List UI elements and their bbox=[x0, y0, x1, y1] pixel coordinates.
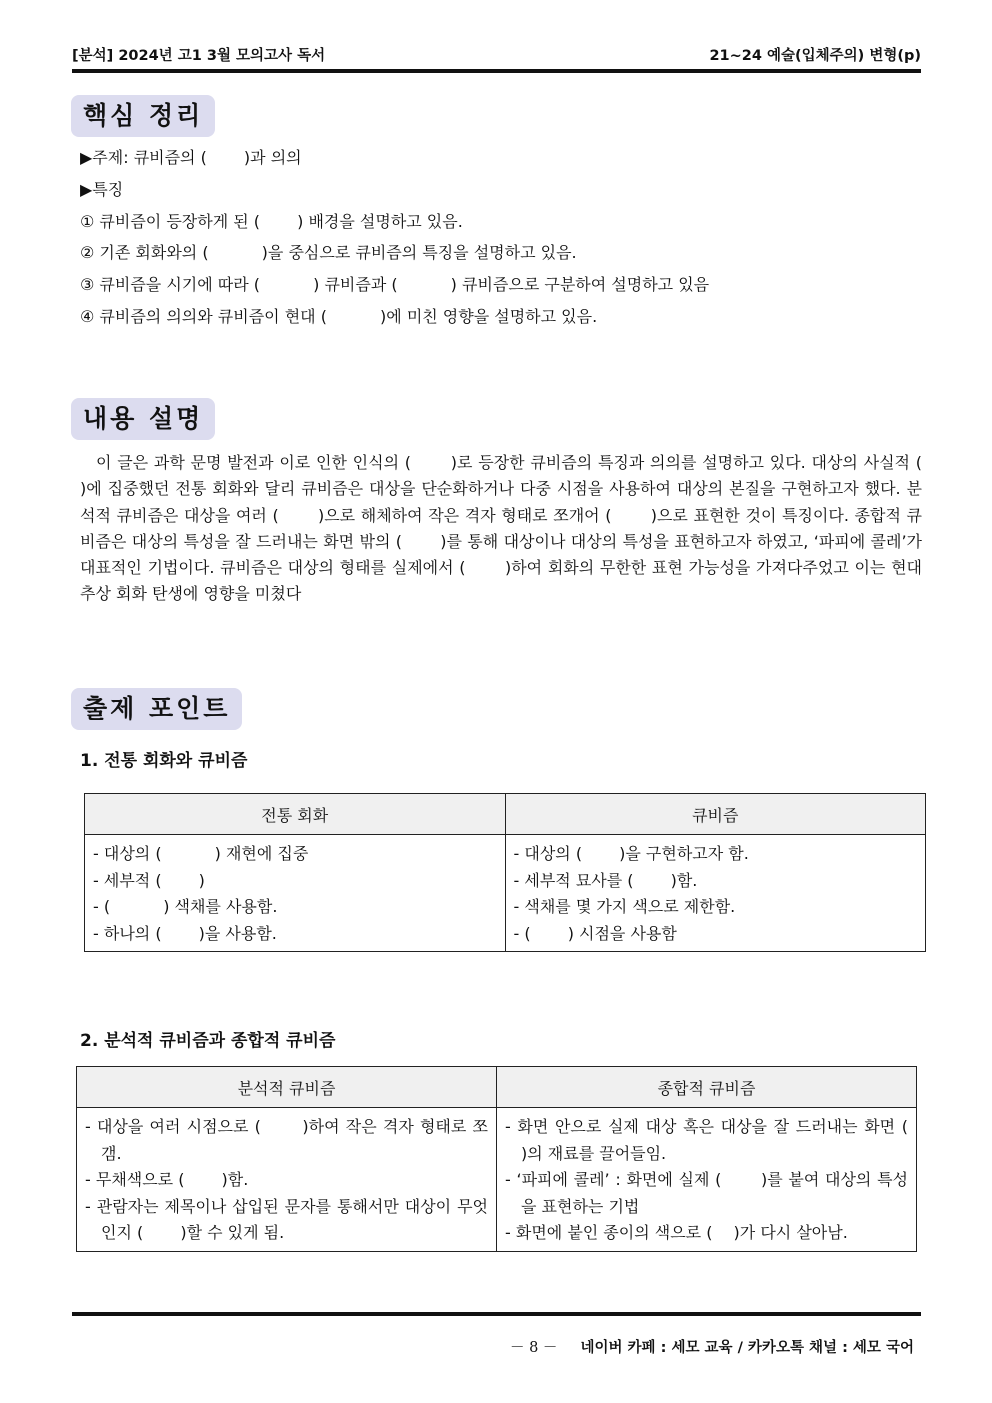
section-title-explanation: 내용 설명 bbox=[71, 398, 215, 440]
summary-line-3: ③ 큐비즘을 시기에 따라 ( ) 큐비즘과 ( ) 큐비즘으로 구분하여 설명하고 있음 bbox=[80, 275, 710, 294]
table2-synthetic-item: - ‘파피에 콜레’ : 화면에 실제 ( )를 붙여 대상의 특성을 표현하는 기법 bbox=[505, 1170, 908, 1216]
comparison-table-traditional-cubism bbox=[84, 793, 926, 952]
header-source: [분석] 2024년 고1 3월 모의고사 독서 bbox=[72, 48, 326, 64]
header-divider bbox=[72, 69, 921, 73]
table1-cell-cubism bbox=[505, 835, 926, 952]
table1-header-cubism: 큐비즘 bbox=[505, 794, 926, 835]
table1-traditional-item: - 세부적 ( ) bbox=[93, 870, 205, 890]
header-topic: 21~24 예술(입체주의) 변형(p) bbox=[709, 48, 921, 64]
table1-cubism-item: - ( ) 시점을 사용함 bbox=[513, 923, 677, 943]
table2-cell-analytic bbox=[77, 1108, 497, 1252]
table2-analytic-item: - 무채색으로 ( )함. bbox=[85, 1170, 249, 1189]
table1-traditional-item: - 하나의 ( )을 사용함. bbox=[93, 923, 277, 943]
explanation-paragraph bbox=[80, 450, 960, 608]
table2-header-synthetic: 종합적 큐비즘 bbox=[497, 1067, 917, 1108]
table1-cubism-item: - 대상의 ( )을 구현하고자 함. bbox=[513, 844, 749, 863]
table2-analytic-item: - 관람자는 제목이나 삽입된 문자를 통해서만 대상이 무엇인지 ( )할 수 있게 됨. bbox=[85, 1196, 488, 1242]
page-header bbox=[72, 44, 921, 66]
table2-synthetic-item: - 화면에 붙인 종이의 색으로 ( )가 다시 살아남. bbox=[505, 1223, 848, 1242]
table1-traditional-item: - ( ) 색채를 사용함. bbox=[93, 897, 278, 916]
summary-line-theme: ▶주제: 큐비즘의 ( )과 의의 bbox=[80, 148, 302, 167]
table2-header-analytic: 분석적 큐비즘 bbox=[77, 1067, 497, 1108]
table2-synthetic-item: - 화면 안으로 실제 대상 혹은 대상을 잘 드러내는 화면 ( )의 재료를 끌어들임. bbox=[505, 1117, 930, 1163]
summary-line-features: ▶특징 bbox=[80, 180, 124, 199]
page-footer bbox=[510, 1336, 914, 1357]
table2-cell-synthetic bbox=[497, 1108, 930, 1252]
summary-line-2: ② 기존 회화와의 ( )을 중심으로 큐비즘의 특징을 설명하고 있음. bbox=[80, 243, 577, 262]
point1-title: 1. 전통 회화와 큐비즘 bbox=[80, 751, 248, 771]
explanation-text: 이 글은 과학 문명 발전과 이로 인한 인식의 ( )로 등장한 큐비즘의 특징과 의의를 설명하고 있다. 대상의 사실적 ( )에 집중했던 전통 회화와 달리 큐비즘은 대상을 단순화하거나 다중 시점을 사용하여 대상의 본질을 구현하고자 했다. 분석적 큐비즘은 대상을 여러 ( )으로 해체하여 작은 격자 형태로 쪼개어 ( )으로 표현한 것이 특징이다. 종합적 큐비즘은 대상의 특성을 잘 드러내는 화면 밖의 ( )를 통해 대상이나 대상의 특성을 표현하고자 하였고, ‘파피에 콜레’가 대표적인 기법이다. 큐비즘은 대상의 형태를 실제에서 ( )하여 회화의 무한한 표현 가능성을 가져다주었고 이는 현대 추상 회화 탄생에 영향을 미쳤다 bbox=[80, 453, 960, 604]
point2-title: 2. 분석적 큐비즘과 종합적 큐비즘 bbox=[80, 1031, 336, 1051]
summary-line-1: ① 큐비즘이 등장하게 된 ( ) 배경을 설명하고 있음. bbox=[80, 212, 463, 231]
section-title-summary: 핵심 정리 bbox=[71, 95, 215, 137]
table2-analytic-item: - 대상을 여러 시점으로 ( )하여 작은 격자 형태로 쪼갬. bbox=[85, 1117, 488, 1163]
table1-header-traditional: 전통 회화 bbox=[85, 794, 506, 835]
footer-channel: 네이버 카페 : 세모 교육 / 카카오톡 채널 : 세모 국어 bbox=[580, 1340, 914, 1356]
table1-cubism-item: - 색채를 몇 가지 색으로 제한함. bbox=[513, 897, 736, 916]
table1-traditional-item: - 대상의 ( ) 재현에 집중 bbox=[93, 844, 309, 863]
table1-cell-traditional bbox=[85, 835, 506, 952]
table1-cubism-item: - 세부적 묘사를 ( )함. bbox=[513, 870, 698, 890]
comparison-table-analytic-synthetic bbox=[76, 1066, 930, 1252]
page-number: － 8 － bbox=[509, 1340, 558, 1356]
summary-line-4: ④ 큐비즘의 의의와 큐비즘이 현대 ( )에 미친 영향을 설명하고 있음. bbox=[80, 307, 598, 326]
footer-divider bbox=[72, 1312, 921, 1316]
section-title-exam-points: 출제 포인트 bbox=[71, 688, 242, 730]
